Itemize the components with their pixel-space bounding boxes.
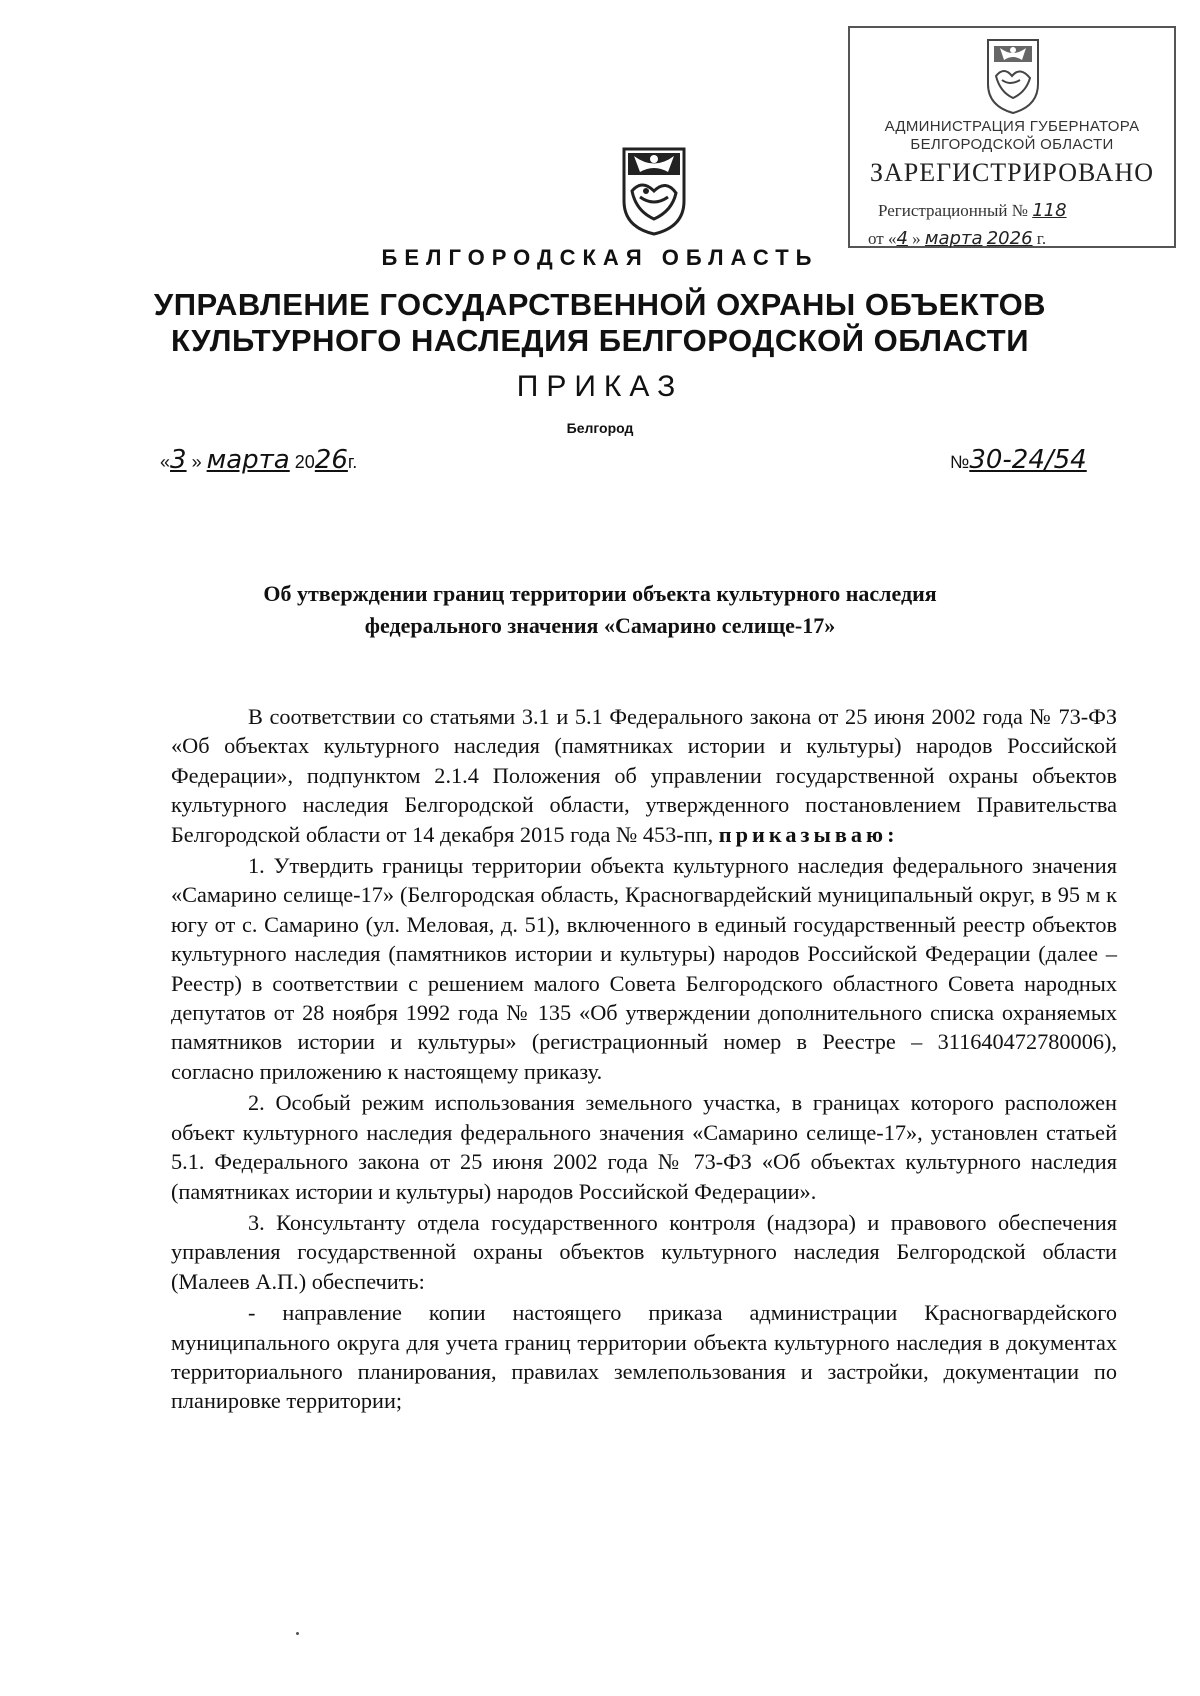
stamp-date-day: 4 — [896, 228, 908, 249]
coat-of-arms-icon — [620, 145, 688, 237]
date-close-quote: » — [191, 452, 202, 472]
date-year-suffix: 26 — [314, 445, 348, 475]
stamp-line-2: БЕЛГОРОДСКОЙ ОБЛАСТИ — [910, 136, 1114, 153]
date-suffix: г. — [347, 452, 358, 472]
stamp-registration-number-row — [878, 200, 1067, 221]
stamp-reg-number: 118 — [1032, 200, 1067, 221]
document-type: ПРИКАЗ — [516, 370, 684, 403]
order-number-label: № — [950, 452, 970, 472]
document-body — [171, 702, 1117, 1416]
stamp-date-year: 2026 — [986, 228, 1033, 249]
date-open-quote: « — [160, 452, 171, 472]
clause-1-paragraph: 1. Утвердить границы территории объекта культурного наследия федерального значения «Самарино селище-17» (Белгородская область, Красногвардейский муниципальный округ, в 95 м к югу от с. Самарино (ул. Меловая, д. 51), включенного в единый государственный реестр объектов культурного наследия (памятников истории и культуры) народов Российской Федерации (далее – Реестр) в соответствии с решением малого Совета Белгородского областного Совета народных депутатов от 28 ноября 1992 года № 135 «Об утверждении дополнительного списка охраняемых памятников истории и культуры» (регистрационный номер в Реестре – 311640472780006), согласно приложению к настоящему приказу. — [171, 853, 1117, 1084]
document-title — [170, 578, 1030, 642]
stamp-line-1: АДМИНИСТРАЦИЯ ГУБЕРНАТОРА — [884, 118, 1140, 135]
clause-3-item-paragraph: - направление копии настоящего приказа администрации Красногвардейского муниципального округа для учета границ территории объекта культурного наследия в документах территориального планирования, правилах землепользования и застройки, документации по планировке территории; — [171, 1300, 1117, 1414]
scan-speck — [296, 1632, 299, 1635]
stamp-date-suffix: г. — [1036, 229, 1047, 248]
preamble-text: В соответствии со статьями 3.1 и 5.1 Федерального закона от 25 июня 2002 года № 73-ФЗ «Об объектах культурного наследия (памятниках истории и культуры) народов Российской Федерации», подпунктом 2.1.4 Положения об управлении государственной охраны объектов культурного наследия Белгородской области, утвержденного постановлением Правительства Белгородской области от 14 декабря 2015 года № 453-пп, — [171, 704, 1117, 847]
stamp-reg-label: Регистрационный № — [878, 201, 1028, 220]
stamp-registered-label: ЗАРЕГИСТРИРОВАНО — [870, 158, 1154, 187]
registration-stamp — [848, 26, 1176, 248]
city-name: Белгород — [566, 420, 634, 436]
clause-3-paragraph: 3. Консультанту отдела государственного контроля (надзора) и правового обеспечения управления государственной охраны объектов культурного наследия Белгородской области (Малеев А.П.) обеспечить: — [171, 1209, 1117, 1294]
stamp-date-month: марта — [924, 228, 983, 249]
decree-word: приказываю: — [718, 821, 899, 847]
order-number — [950, 445, 1087, 475]
region-name: БЕЛГОРОДСКАЯ ОБЛАСТЬ — [381, 245, 819, 270]
stamp-date-mid: » — [912, 229, 921, 248]
date-day: 3 — [170, 445, 187, 475]
date-month: марта — [206, 445, 290, 475]
document-title-line-1: Об утверждении границ территории объекта культурного наследия — [263, 581, 937, 606]
agency-name-line-2: КУЛЬТУРНОГО НАСЛЕДИЯ БЕЛГОРОДСКОЙ ОБЛАСТИ — [171, 323, 1029, 358]
order-date — [160, 445, 357, 475]
preamble-paragraph — [171, 702, 1117, 849]
coat-of-arms-icon — [980, 36, 1046, 116]
date-year-prefix: 20 — [294, 452, 315, 472]
clause-2-paragraph: 2. Особый режим использования земельного участка, в границах которого расположен объект культурного наследия федерального значения «Самарино селище-17», установлен статьей 5.1. Федерального закона от 25 июня 2002 года № 73-ФЗ «Об объектах культурного наследия (памятниках истории и культуры) народов Российской Федерации». — [171, 1090, 1117, 1204]
order-number-value: 30-24/54 — [969, 445, 1087, 475]
stamp-date-prefix: от « — [868, 229, 897, 248]
document-title-line-2: федерального значения «Самарино селище-17» — [364, 613, 836, 638]
agency-name-line-1: УПРАВЛЕНИЕ ГОСУДАРСТВЕННОЙ ОХРАНЫ ОБЪЕКТОВ — [153, 287, 1047, 322]
agency-name — [0, 287, 1200, 359]
